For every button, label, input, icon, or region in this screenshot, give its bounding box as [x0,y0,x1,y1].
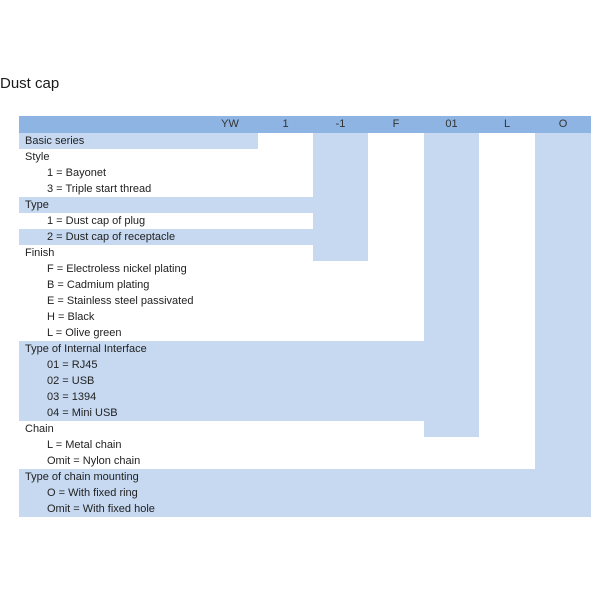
row-option: L = Olive green [47,327,122,339]
row-option: L = Metal chain [47,439,122,451]
code-chain: L [503,118,511,130]
code-type: -1 [335,118,346,130]
page-title: Dust cap [0,75,60,92]
row-option: 02 = USB [47,375,95,387]
row-option: 3 = Triple start thread [47,183,152,195]
row-category: Style [25,151,50,163]
column-mounting-shade [535,133,591,516]
row-category: Finish [25,247,55,259]
code-style: 1 [282,118,289,130]
row-option: 2 = Dust cap of receptacle [47,231,176,243]
row-category: Chain [25,423,54,435]
row-option: 04 = Mini USB [47,407,118,419]
row-category: Basic series [25,135,85,147]
code-finish: F [392,118,400,130]
row-option: 03 = 1394 [47,391,97,403]
code-header-row [19,116,591,133]
column-interface-shade [424,133,479,437]
row-option: E = Stainless steel passivated [47,295,194,307]
row-category: Type [25,199,49,211]
row-category: Type of Internal Interface [25,343,147,355]
row-category: Type of chain mounting [25,471,139,483]
code-series: YW [221,118,239,130]
row-option: F = Electroless nickel plating [47,263,187,275]
column-type-shade [313,133,368,261]
ordering-code-table [19,116,591,516]
row-option: O = With fixed ring [47,487,138,499]
row-option: 1 = Bayonet [47,167,107,179]
row-option: 1 = Dust cap of plug [47,215,146,227]
code-table-body [19,133,591,516]
row-option: Omit = With fixed hole [47,503,155,515]
row-option: Omit = Nylon chain [47,455,141,467]
code-mounting: O [558,118,568,130]
row-option: B = Cadmium plating [47,279,150,291]
code-interface: 01 [445,118,458,130]
row-option: 01 = RJ45 [47,359,98,371]
row-option: H = Black [47,311,95,323]
